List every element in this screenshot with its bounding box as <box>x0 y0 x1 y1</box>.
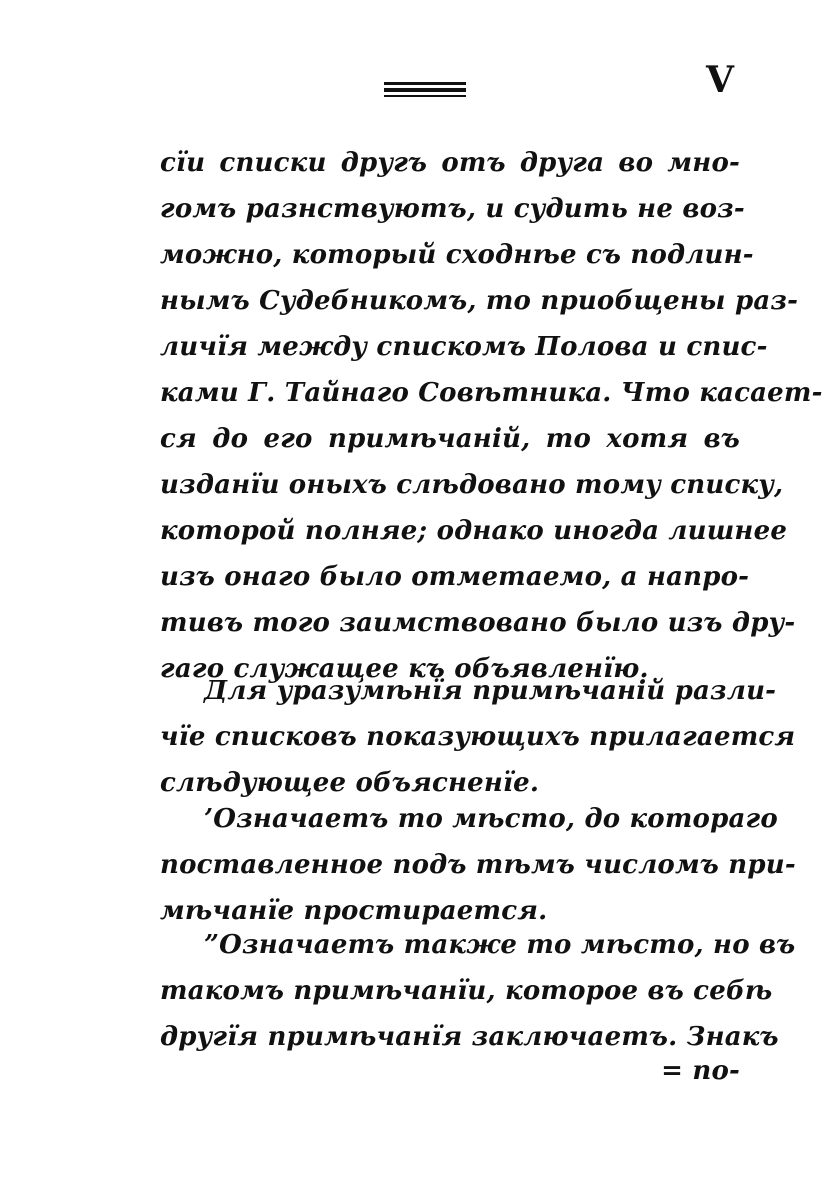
text-line: ”Означаетъ также то мѣсто, но въ <box>204 930 796 960</box>
text-line: ками Г. Тайнаго Совѣтника. Что касает- <box>160 378 823 408</box>
text-line: сїи списки другъ отъ друга во мно- <box>160 148 740 178</box>
text-line: ся до его примѣчаній, то хотя въ <box>160 424 740 454</box>
text-line: мѣчанїе простирается. <box>160 896 548 926</box>
text-line: гаго служащее къ объявленїю. <box>160 654 649 684</box>
text-line: такомъ примѣчанїи, которое въ себѣ <box>160 976 773 1006</box>
text-line: нымъ Судебникомъ, то приобщены раз- <box>160 286 799 316</box>
text-line: ’Означаетъ то мѣсто, до котораго <box>204 804 778 834</box>
text-line: слѣдующее объясненїе. <box>160 768 540 798</box>
text-line: которой полняе; однако иногда лишнее <box>160 516 788 546</box>
text-line: гомъ разнствуютъ, и судить не воз- <box>160 194 745 224</box>
paragraph-4 <box>160 922 796 1060</box>
paragraph-3 <box>160 796 796 934</box>
text-line: тивъ того заимствовано было изъ дру- <box>160 608 796 638</box>
page-number: V <box>706 59 734 101</box>
text-line: личїя между спискомъ Полова и спис- <box>160 332 768 362</box>
text-line: можно, который сходнѣе съ подлин- <box>160 240 754 270</box>
paragraph-2 <box>160 668 796 806</box>
text-line: Для уразумѣнїя примѣчаній разли- <box>204 676 777 706</box>
catchword-block <box>160 1048 740 1094</box>
text-line: поставленное подъ тѣмъ числомъ при- <box>160 850 796 880</box>
text-line: изъ онаго было отметаемо, а напро- <box>160 562 750 592</box>
text-line: другїя примѣчанїя заключаетъ. Знакъ <box>160 1022 779 1052</box>
text-line: изданїи оныхъ слѣдовано тому списку, <box>160 470 784 500</box>
header-ornament-rule <box>384 82 466 98</box>
catchword: = по- <box>661 1056 740 1086</box>
text-line: чїе списковъ показующихъ прилагается <box>160 722 796 752</box>
